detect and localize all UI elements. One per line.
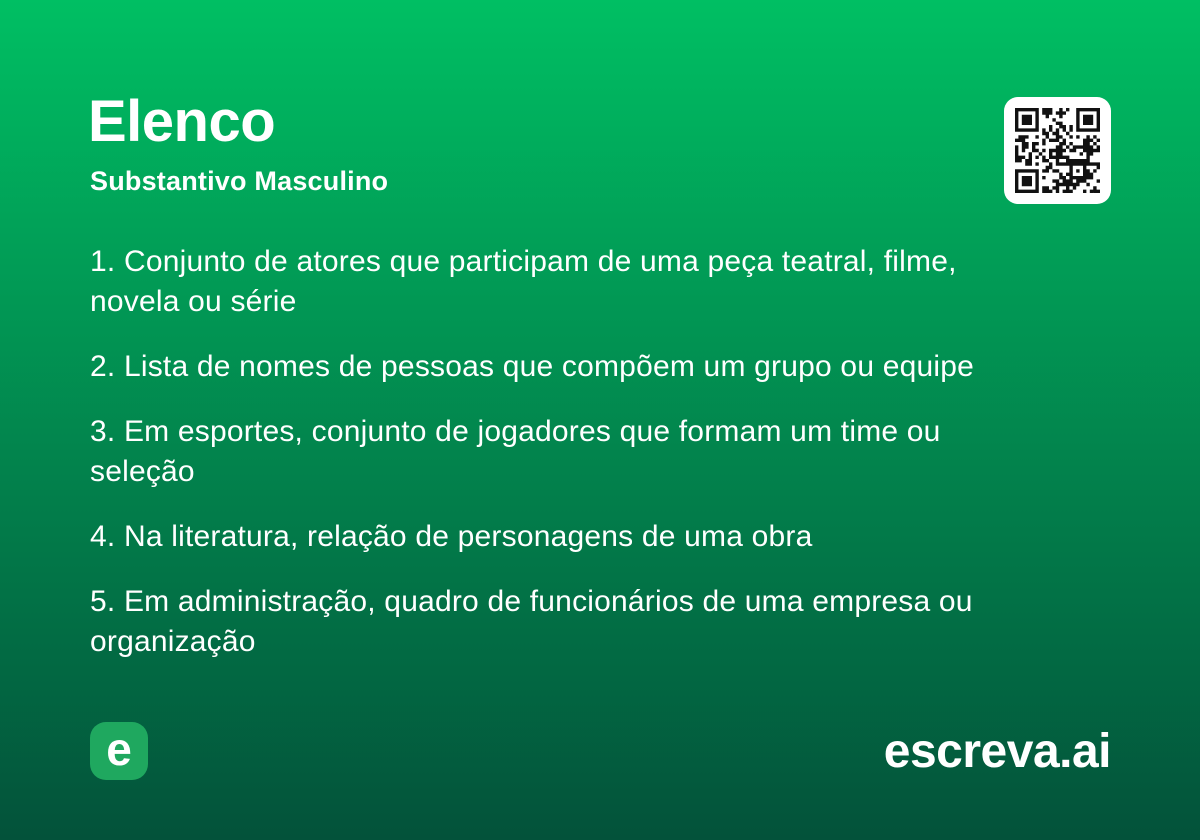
definition-item: 4. Na literatura, relação de personagens de uma obra	[90, 520, 813, 553]
brand-logo-icon	[90, 722, 148, 780]
brand-name: escreva.ai	[883, 725, 1111, 778]
page-title: Elenco	[88, 89, 276, 154]
brand-logo-letter: e	[106, 722, 132, 775]
definition-item: 2. Lista de nomes de pessoas que compõem um grupo ou equipe	[90, 350, 975, 383]
definition-item: 1. Conjunto de atores que participam de uma peça teatral, filme, novela ou série	[90, 245, 957, 318]
definition-list	[90, 242, 1045, 687]
qr-code-pattern	[1015, 108, 1100, 193]
definition-item: 5. Em administração, quadro de funcionários de uma empresa ou organização	[90, 585, 973, 658]
qr-code-icon	[1004, 97, 1111, 204]
definition-item: 3. Em esportes, conjunto de jogadores que formam um time ou seleção	[90, 415, 941, 488]
word-class-subtitle: Substantivo Masculino	[90, 166, 389, 196]
